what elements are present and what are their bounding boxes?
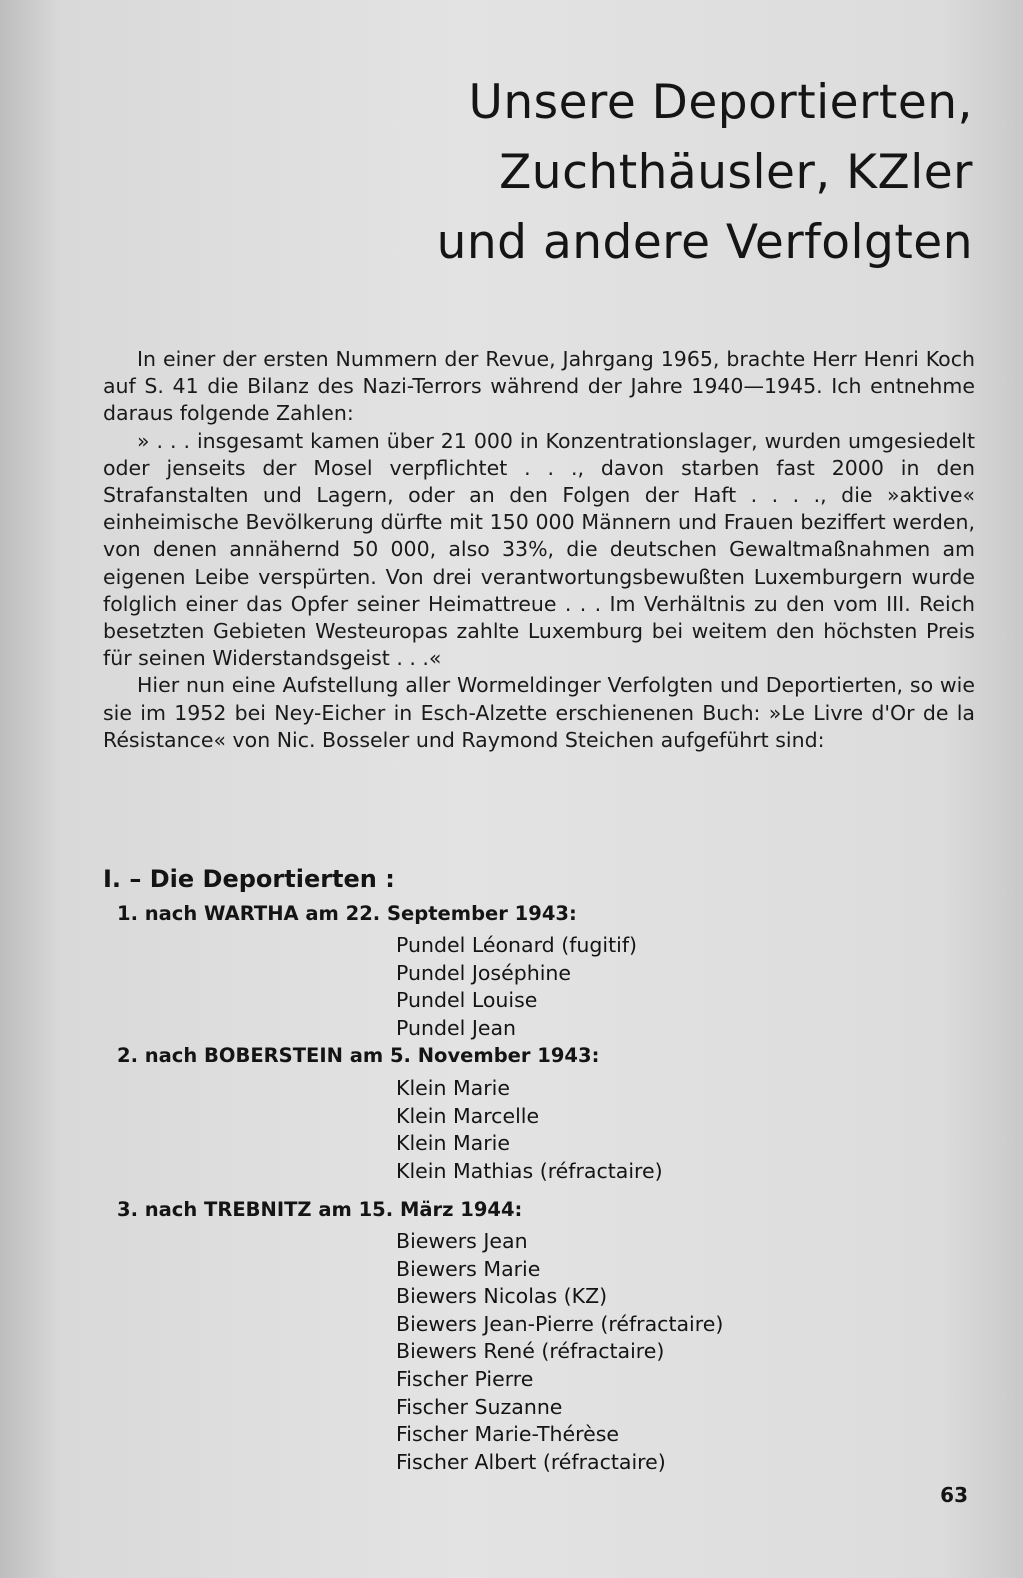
list-item: Fischer Marie-Thérèse — [396, 1422, 620, 1447]
group-heading: 3. nach TREBNITZ am 15. März 1944: — [117, 1198, 523, 1221]
body-text — [103, 346, 975, 754]
list-item: Pundel Jean — [396, 1015, 517, 1040]
page-title — [273, 68, 973, 278]
page-number: 63 — [940, 1483, 968, 1507]
title-line: und andere Verfolgten — [436, 215, 973, 270]
list-item: Klein Marcelle — [396, 1103, 540, 1128]
list-item: Biewers Jean — [396, 1229, 528, 1253]
list-item: Fischer Pierre — [396, 1366, 534, 1391]
title-line: Unsere Deportierten, — [468, 75, 973, 130]
list-item: Klein Mathias (réfractaire) — [396, 1158, 663, 1183]
list-item: Klein Marie — [396, 1131, 510, 1156]
section-heading: I. – Die Deportierten : — [103, 865, 395, 893]
list-item: Biewers René (réfractaire) — [396, 1339, 665, 1364]
intro-paragraph: In einer der ersten Nummern der Revue, Jahrgang 1965, brachte Herr Henri Koch auf S. 41 die Bilanz des Nazi-Terrors während der Jahre 1940—1945. Ich entnehme daraus folgende Zahlen: — [103, 347, 975, 426]
name-list — [396, 1075, 663, 1185]
list-item: Pundel Louise — [396, 988, 538, 1013]
list-intro-paragraph: Hier nun eine Aufstellung aller Wormeldinger Verfolgten und Deportierten, so wie sie im 1952 bei Ney-Eicher in Esch-Alzette erschienenen Buch: »Le Livre d'Or de la Résistance« von Nic. Bosseler und Raymond Steichen aufgeführt sind: — [103, 673, 975, 752]
group-heading: 2. nach BOBERSTEIN am 5. November 1943: — [117, 1044, 600, 1067]
list-item: Fischer Suzanne — [396, 1394, 563, 1419]
list-item: Fischer Albert (réfractaire) — [396, 1449, 666, 1474]
title-line: Zuchthäusler, KZler — [499, 145, 973, 200]
list-item: Pundel Léonard (fugitif) — [396, 933, 638, 957]
name-list — [396, 1228, 723, 1476]
quote-paragraph: » . . . insgesamt kamen über 21 000 in Konzentrationslager, wurden umgesiedelt oder jenseits der Mosel verpflichtet . . ., davon starben fast 2000 in den Strafanstalten und Lagern, oder an den Folgen der Haft . . . ., die »aktive« einheimische Bevölkerung dürfte mit 150 000 Männern und Frauen beziffert werden, von denen annähernd 50 000, also 33%, die deutschen Gewaltmaßnahmen am eigenen Leibe verspürten. Von drei verantwortungsbewußten Luxemburgern wurde folglich einer das Opfer seiner Heimattreue . . . Im Verhältnis zu den vom III. Reich besetzten Gebieten Westeuropas zahlte Luxemburg bei weitem den höchsten Preis für seinen Widerstandsgeist . . .« — [103, 428, 975, 671]
list-item: Biewers Jean-Pierre (réfractaire) — [396, 1311, 724, 1336]
group-heading: 1. nach WARTHA am 22. September 1943: — [117, 902, 577, 925]
name-list — [396, 932, 637, 1042]
list-item: Biewers Nicolas (KZ) — [396, 1284, 608, 1309]
list-item: Pundel Joséphine — [396, 960, 572, 985]
list-item: Klein Marie — [396, 1076, 510, 1100]
list-item: Biewers Marie — [396, 1256, 541, 1281]
